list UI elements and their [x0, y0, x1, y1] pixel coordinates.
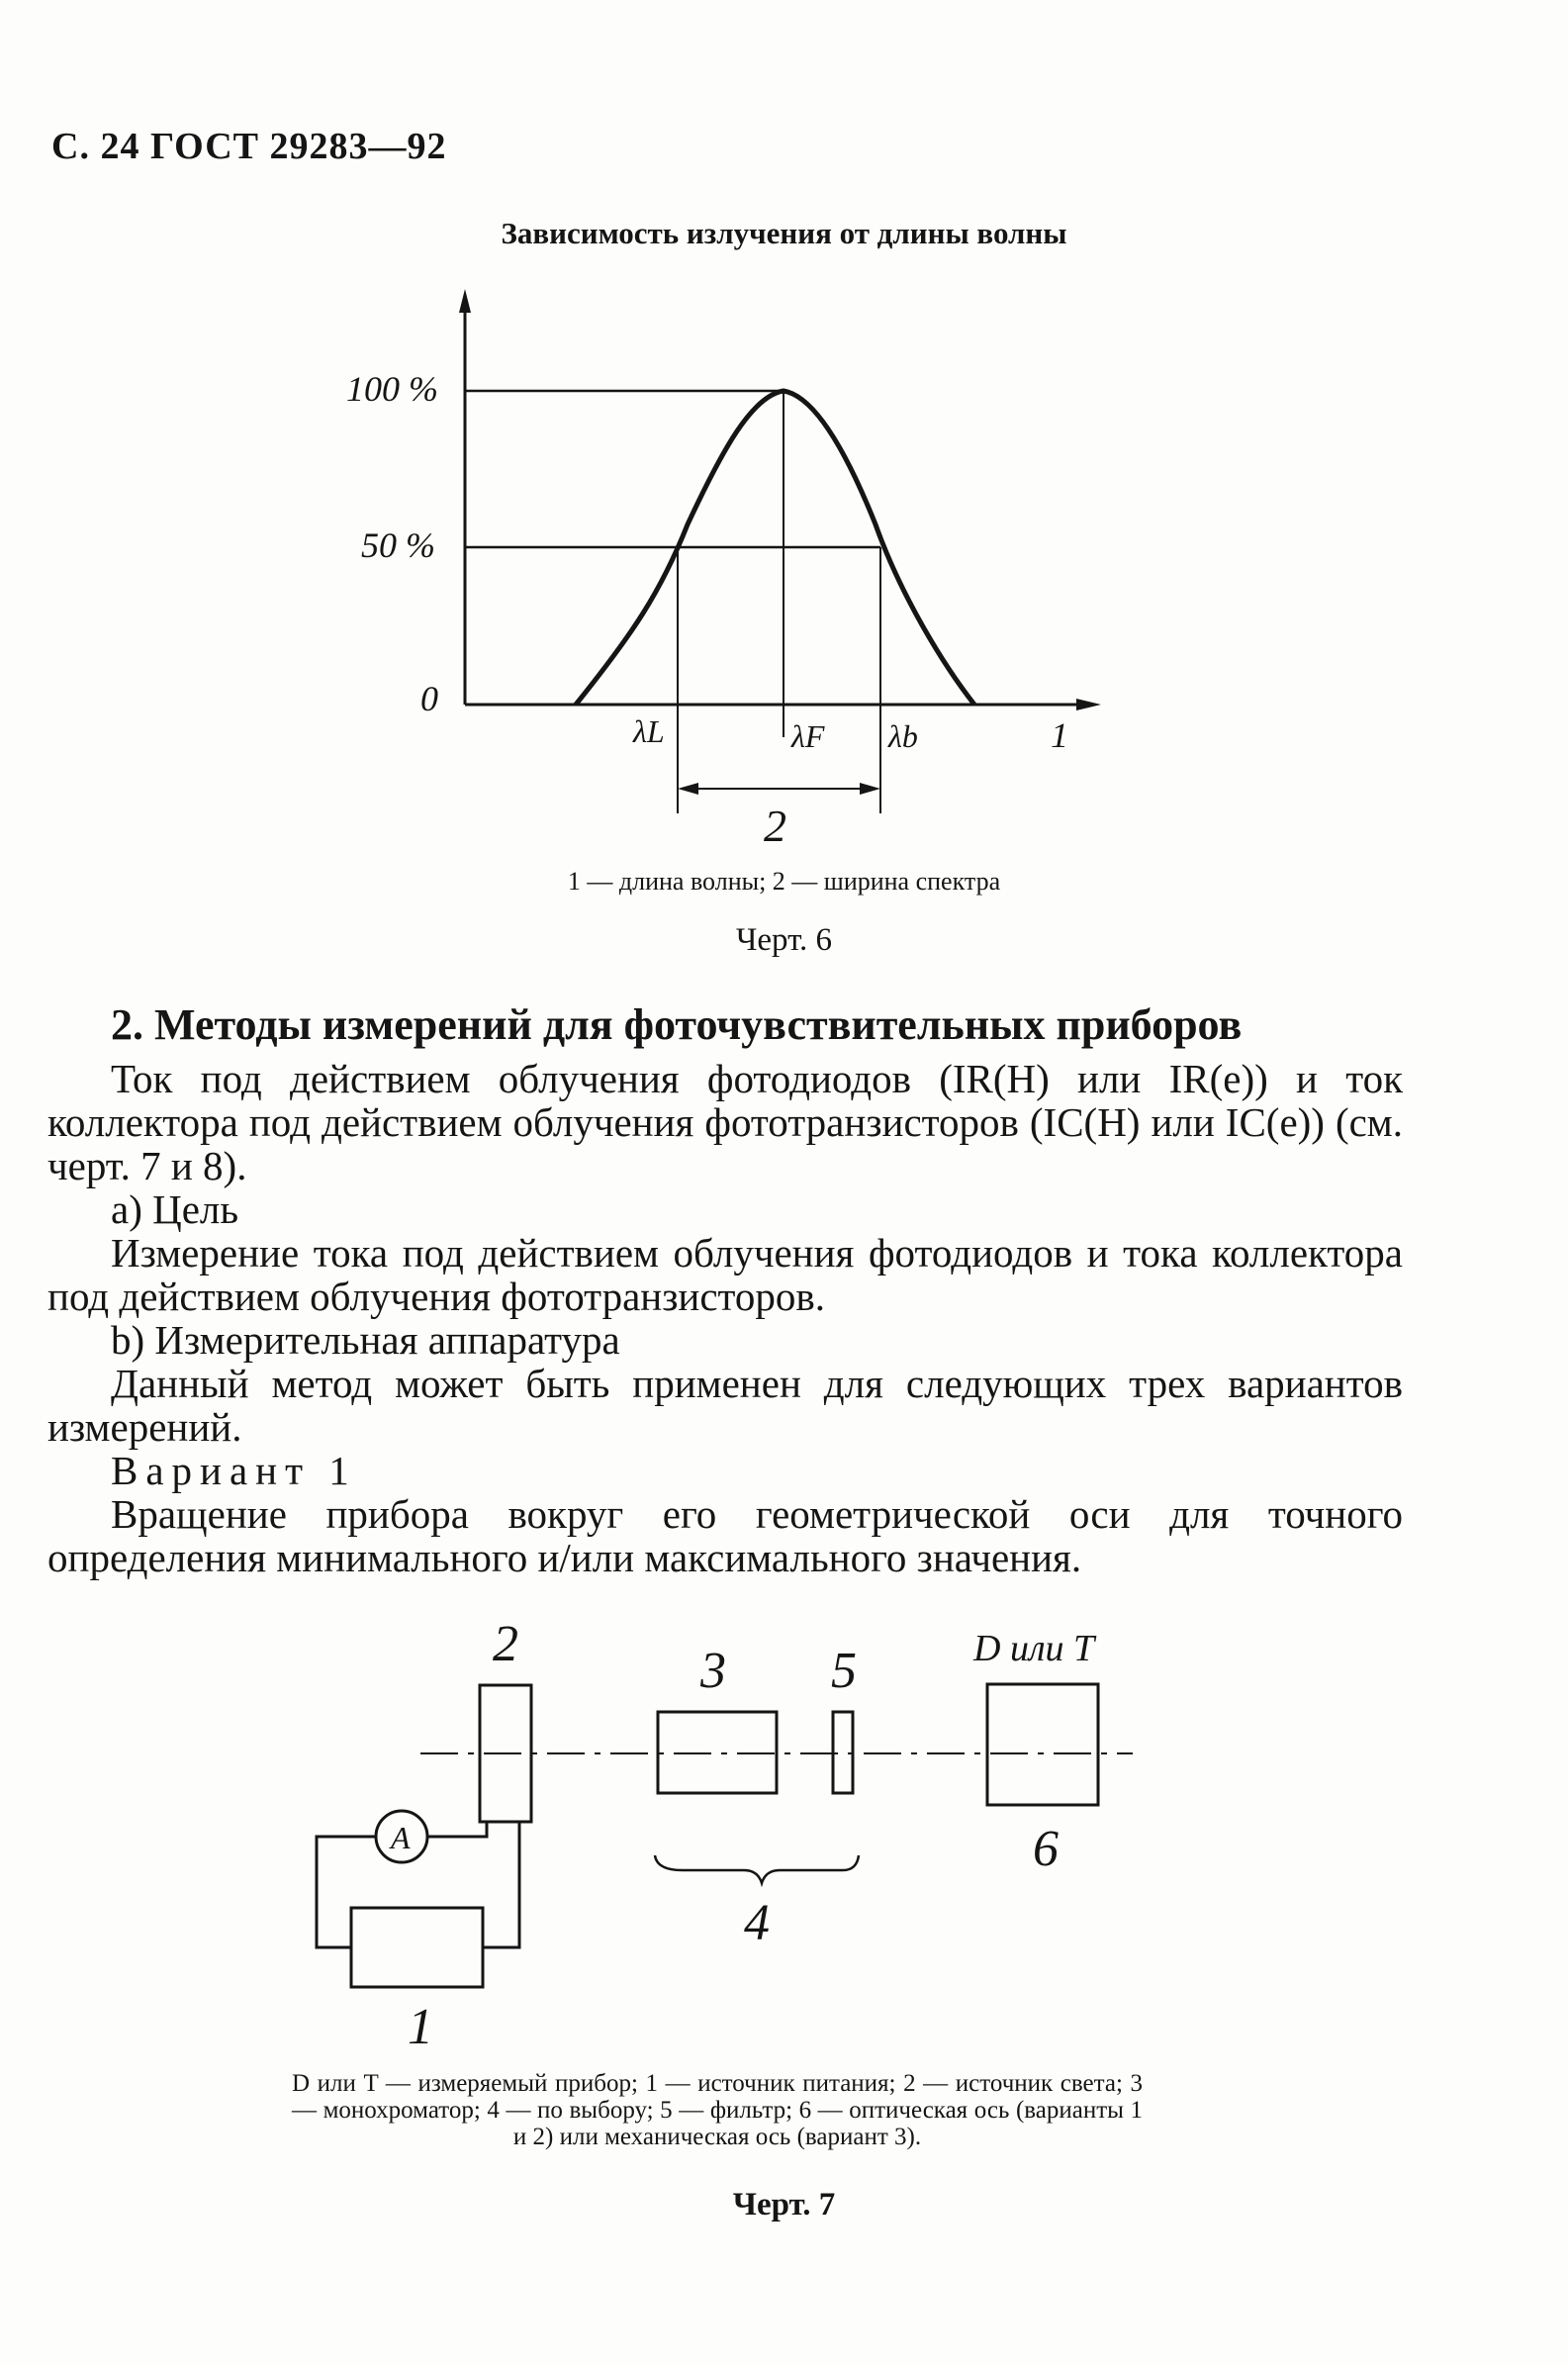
figure-7-diagram	[0, 1583, 1568, 2068]
y-label-100: 100 %	[346, 369, 438, 409]
fig7-label-1: 1	[408, 1999, 433, 2055]
figure-7-number: Черт. 7	[732, 2187, 836, 2223]
fig7-label-2: 2	[493, 1616, 518, 1672]
figure-6-caption: 1 — длина волны; 2 — ширина спектра	[567, 867, 1001, 896]
device-box	[987, 1684, 1098, 1805]
paragraph-variants: Данный метод может быть применен для следующих трех вариантов измерений.	[47, 1361, 1403, 1450]
wire-right	[483, 1822, 519, 1947]
paragraph-rotation: Вращение прибора вокруг его геометрической оси для точного определения минимального и/или максимального значения.	[47, 1491, 1403, 1580]
fig7-label-3: 3	[700, 1643, 726, 1699]
figure-7-caption: D или T — измеряемый прибор; 1 — источник питания; 2 — источник света; 3 — монохроматор; 4 — по выбору; 5 — фильтр; 6 — оптическая ось (варианты 1 и 2) или механическая ось (вариант 3).	[292, 2070, 1143, 2150]
axis-label-1: 1	[1051, 715, 1068, 755]
lambda-f-label: λF	[791, 718, 825, 754]
figure-6-title: Зависимость излучения от длины волны	[501, 216, 1067, 250]
paragraph-purpose: Измерение тока под действием облучения фотодиодов и тока коллектора под действием облучения фототранзисторов.	[47, 1230, 1403, 1319]
figure-6-chart	[0, 0, 1568, 891]
fig7-label-5: 5	[831, 1643, 857, 1699]
fig7-label-6: 6	[1033, 1821, 1059, 1877]
section-title: 2. Методы измерений для фоточувствительных приборов	[111, 1000, 1243, 1049]
lambda-b-label: λb	[888, 718, 918, 754]
x-axis-arrow	[1076, 699, 1101, 710]
wire-left	[317, 1837, 376, 1947]
ammeter-label: A	[391, 1820, 411, 1855]
body-text	[47, 1057, 1403, 1579]
paragraph-currents: Ток под действием облучения фотодиодов (IR(H) или IR(e)) и ток коллектора под действием облучения фототранзисторов (IC(H) или IC(e)) (см. черт. 7 и 8).	[47, 1056, 1403, 1188]
lambda-l-label: λL	[633, 713, 665, 749]
fig7-label-4: 4	[744, 1895, 770, 1951]
y-axis-arrow	[459, 289, 471, 313]
heading-apparatus: b) Измерительная аппаратура	[111, 1317, 620, 1363]
brace-group-4	[655, 1855, 859, 1883]
heading-purpose: а) Цель	[111, 1186, 239, 1232]
power-supply-box	[351, 1908, 483, 1987]
figure-6-number: Черт. 6	[735, 922, 833, 958]
spectrum-label-2: 2	[764, 801, 786, 851]
y-label-50: 50 %	[361, 525, 435, 565]
heading-variant-1: Вариант 1	[111, 1448, 357, 1493]
wire-top	[427, 1822, 487, 1837]
fig7-label-dt: D или T	[973, 1628, 1095, 1669]
y-label-0: 0	[420, 679, 438, 718]
page-header: С. 24 ГОСТ 29283—92	[51, 126, 447, 167]
